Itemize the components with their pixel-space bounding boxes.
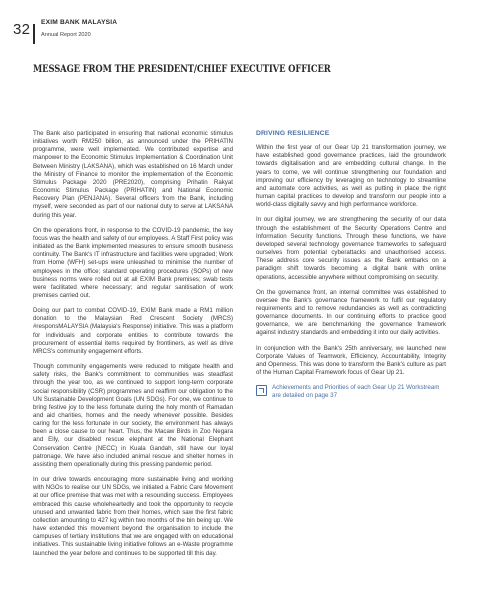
left-column <box>33 130 233 565</box>
right-column <box>256 130 446 400</box>
page-reference-callout[interactable] <box>256 384 446 400</box>
subheading-driving-resilience: DRIVING RESILIENCE <box>256 130 330 137</box>
paragraph: In our drive towards encouraging more sustainable living and working with NGOs to realise our UN SDGs, we initiated a Fabric Care Movement at our office premise that was met with a resounding success. Employees embraced this cause wholeheartedly and took the opportunity to recycle unused and unwanted fabric from their homes, which saw the first fabric collection amounting to 427 kg within two months of the bin being up. We have extended this movement beyond the organisation to include the campuses of tertiary institutions that we are engaged with on educational initiatives. This sustainable living initiative follows an e-Waste programme launched the year before and continues to be supported till this day. <box>33 476 233 557</box>
callout-text[interactable]: Achievements and Priorities of each Gear Up 21 Workstream are detailed on page 37 <box>272 384 440 400</box>
paragraph: The Bank also participated in ensuring that national economic stimulus initiatives worth RM250 billion, as announced under the PRIHATIN programme, were well implemented. We contributed expertise and manpower to the Economic Stimulus Implementation & Coordination Unit Between Ministry (LAKSANA), which was established on 16 March under the Ministry of Finance to monitor the implementation of the Economic Stimulus Package 2020 (PRE2020), comprising Prihatin Rakyat Economic Stimulus Package (PRIHATIN) and National Economic Recovery Plan (PENJANA). Several officers from the Bank, including myself, were seconded as part of our national duty to serve at LAKSANA during this year. <box>33 130 233 219</box>
paragraph: On the operations front, in response to the COVID-19 pandemic, the key focus was the health and safety of our employees. A Staff First policy was initiated as the Bank implemented measures to ensure smooth business continuity. The Bank's IT infrastructure and facilities were upgraded; Work from Home (WFH) set-ups were unleashed to minimise the number of employees in the office; standard operating procedures (SOPs) of new business norms were rolled out at all EXIM Bank premises; swab tests were facilitated where necessary; and regular sanitisation of work premises carried out. <box>33 226 233 299</box>
header-divider <box>33 24 35 44</box>
paragraph: Doing our part to combat COVID-19, EXIM Bank made a RM1 million donation to the Malaysian Red Crescent Society (MRCS) #responsMALAYSIA (Malaysia's Response) initiative. This was a platform for individuals and corporate entities to contribute towards the procurement of essential items required by frontliners, as well as drive MRCS's community engagement efforts. <box>33 307 233 355</box>
paragraph: On the governance front, an internal committee was established to oversee the Bank's governance framework to fulfil our regulatory requirements and to remove redundancies as well as contradicting governance documents. In our continuing efforts to practice good governance, we are benchmarking the governance framework against industry standards and embedding it into our daily activities. <box>256 288 446 337</box>
section-title: MESSAGE FROM THE PRESIDENT/CHIEF EXECUTIVE OFFICER <box>33 62 331 75</box>
paragraph: In conjunction with the Bank's 25th anniversary, we launched new Corporate Values of Teamwork, Efficiency, Accountability, Integrity and Openness. This was done to transform the Bank's culture as part of the Human Capital Framework focus of Gear Up 21. <box>256 344 446 377</box>
paragraph: Though community engagements were reduced to mitigate health and safety risks, the Bank's commitment to communities was steadfast through the year too, as we continued to support long-term corporate social responsibility (CSR) programmes and reaffirm our obligation to the UN Sustainable Development Goals (UN SDGs). For one, we continue to bring festive joy to the less fortunate during the holy month of Ramadan and aid charities, homes and the needy whenever possible. Besides caring for the less fortunate in our society, the environment has always been a close cause to our heart. Thus, the Macaw Birds in Zoo Negara and Elly, our disabled rescue elephant at the National Elephant Conservation Centre (NECC) in Kuala Gandah, still have our loyal patronage. We have also included animal rescue and shelter homes in assisting them operationally during this pressing pandemic period. <box>33 363 233 468</box>
page-number: 32 <box>13 21 31 38</box>
report-name: Annual Report 2020 <box>41 32 91 38</box>
paragraph: In our digital journey, we are strengthening the security of our data through the establishment of the Security Operations Centre and Information Security functions. Through these functions, we have developed several technology governance frameworks to safeguard ourselves from potential cyberattacks and unauthorised access. These address core security issues as the Bank embarks on a paradigm shift towards becoming a digital bank with online operations, accessible anywhere without compromising on security. <box>256 216 446 281</box>
organization-name: EXIM BANK MALAYSIA <box>41 19 118 26</box>
external-link-icon <box>256 385 267 396</box>
paragraph: Within the first year of our Gear Up 21 transformation journey, we have established good governance practices, laid the groundwork towards digitalisation and are embedding cultural change. In the years to come, we will continue strengthening our foundation and improving our efficiency by leveraging on technology to streamline and automate core activities, as well as putting in place the right human capital practices to develop and transform our people into a world-class digitally savvy and high performance workforce. <box>256 144 446 209</box>
